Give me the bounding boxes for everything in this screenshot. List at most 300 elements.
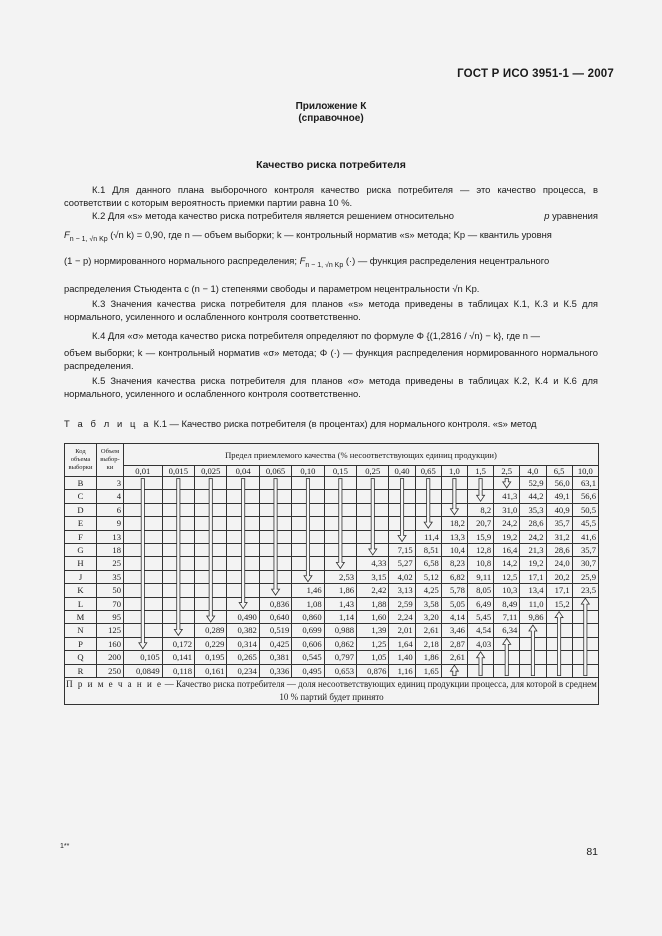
table-cell (494, 664, 520, 677)
k2-start: К.2 Для «s» метода качество риска потребителя является решением относительно (92, 210, 454, 221)
table-cell: 0,862 (324, 637, 356, 650)
table-cell: 35,3 (520, 503, 546, 516)
table-cell: 1,14 (324, 611, 356, 624)
k2-line3-end: — функция распределения нецентрального (357, 255, 550, 267)
k2-line3: (1 − p) нормированного нормального распределения; (64, 255, 297, 267)
table-cell: 56,0 (546, 477, 572, 490)
table-cell (124, 517, 163, 530)
table-cell: 0,289 (195, 624, 227, 637)
row-code: N (65, 624, 97, 637)
aql-header-15: 10,0 (572, 466, 598, 477)
table-cell: 0,653 (324, 664, 356, 677)
table-cell: 0,265 (227, 651, 259, 664)
aql-header-8: 0,40 (389, 466, 415, 477)
table-note-label: П р и м е ч а н и е (66, 679, 163, 690)
table-cell (572, 611, 598, 624)
table-row (65, 584, 599, 597)
table-cell: 41,6 (572, 530, 598, 543)
table-cell (259, 517, 291, 530)
footer-mark: 1** (60, 843, 70, 850)
table-cell (124, 597, 163, 610)
table-cell: 3,58 (415, 597, 441, 610)
table-cell (162, 477, 194, 490)
table-cell (259, 503, 291, 516)
table-cell: 7,11 (494, 611, 520, 624)
table-cell (227, 530, 259, 543)
table-cell (259, 557, 291, 570)
table-cell (227, 584, 259, 597)
table-cell: 24,2 (494, 517, 520, 530)
table-cell: 0,988 (324, 624, 356, 637)
table-cell (227, 503, 259, 516)
table-cell: 2,61 (441, 651, 467, 664)
table-cell (520, 637, 546, 650)
k4-formula: {(1,2816 / √n) − k} (426, 330, 502, 341)
table-cell (324, 503, 356, 516)
row-size: 4 (97, 490, 124, 503)
table-cell (292, 517, 324, 530)
table-cell: 1,16 (389, 664, 415, 677)
table-cell: 2,24 (389, 611, 415, 624)
table-cell: 8,51 (415, 544, 441, 557)
table-cell (357, 477, 389, 490)
table-caption-prefix: Т а б л и ц а (64, 418, 152, 429)
table-cell: 0,382 (227, 624, 259, 637)
table-cell (124, 624, 163, 637)
row-code: J (65, 570, 97, 583)
table-row (65, 557, 599, 570)
table-cell: 20,7 (467, 517, 493, 530)
table-cell (124, 584, 163, 597)
table-cell: 0,876 (357, 664, 389, 677)
aql-header-7: 0,25 (357, 466, 389, 477)
table-cell: 5,78 (441, 584, 467, 597)
table-cell (357, 503, 389, 516)
table-cell (162, 530, 194, 543)
table-cell (162, 544, 194, 557)
table-cell: 0,606 (292, 637, 324, 650)
table-cell: 5,45 (467, 611, 493, 624)
aql-header-11: 1,5 (467, 466, 493, 477)
table-cell: 23,5 (572, 584, 598, 597)
paragraph-k1: К.1 Для данного плана выборочного контроля качество риска потребителя — это качество процесса, в соответствии с которым вероятность приемки партии равна 10 %. (64, 184, 598, 208)
table-cell (467, 651, 493, 664)
table-cell: 0,0849 (124, 664, 163, 677)
page-number: 81 (586, 846, 598, 858)
table-cell (572, 597, 598, 610)
formula-f2-sub: n − 1, √n Kp (305, 262, 344, 270)
table-cell (441, 477, 467, 490)
table-cell: 1,65 (415, 664, 441, 677)
formula-f2: F (299, 255, 306, 267)
table-cell: 11,4 (415, 530, 441, 543)
table-cell (441, 503, 467, 516)
table-cell (572, 664, 598, 677)
table-cell (292, 503, 324, 516)
aql-header-9: 0,65 (415, 466, 441, 477)
table-cell: 6,34 (494, 624, 520, 637)
k4-end: , где n — (501, 330, 540, 341)
table-cell (227, 490, 259, 503)
table-cell: 28,6 (546, 544, 572, 557)
table-cell: 10,3 (494, 584, 520, 597)
table-cell: 10,8 (467, 557, 493, 570)
table-cell: 1,60 (357, 611, 389, 624)
row-code: P (65, 637, 97, 650)
row-size: 3 (97, 477, 124, 490)
row-size: 250 (97, 664, 124, 677)
table-cell: 0,118 (162, 664, 194, 677)
table-cell: 31,2 (546, 530, 572, 543)
table-cell (195, 490, 227, 503)
table-note-text: — Качество риска потребителя — доля несоответствующих единиц продукции процесса, для которой в среднем 10 % партий будет принято (162, 679, 597, 703)
table-cell (162, 597, 194, 610)
table-row (65, 624, 599, 637)
standard-header: ГОСТ Р ИСО 3951-1 — 2007 (457, 68, 614, 80)
table-cell: 0,195 (195, 651, 227, 664)
table-cell (259, 570, 291, 583)
table-cell (227, 517, 259, 530)
table-cell (520, 664, 546, 677)
table-cell (357, 530, 389, 543)
table-cell: 19,2 (520, 557, 546, 570)
table-cell: 0,105 (124, 651, 163, 664)
table-cell (227, 477, 259, 490)
table-cell: 3,13 (389, 584, 415, 597)
table-cell: 0,860 (292, 611, 324, 624)
row-size: 70 (97, 597, 124, 610)
table-cell: 2,53 (324, 570, 356, 583)
table-cell: 3,46 (441, 624, 467, 637)
table-cell: 4,02 (389, 570, 415, 583)
table-cell (494, 651, 520, 664)
k4-rest: объем выборки; k — контрольный норматив «σ» метода; Φ (·) — функция распределения нормированного нормального распределения. (64, 346, 598, 371)
table-cell: 20,2 (546, 570, 572, 583)
table-cell (124, 530, 163, 543)
table-cell (572, 637, 598, 650)
table-cell: 8,49 (494, 597, 520, 610)
table-cell (195, 611, 227, 624)
table-cell: 44,2 (520, 490, 546, 503)
table-cell: 56,6 (572, 490, 598, 503)
table-cell: 5,05 (441, 597, 467, 610)
table-cell (357, 544, 389, 557)
table-cell (467, 664, 493, 677)
table-cell (124, 570, 163, 583)
table-cell (124, 611, 163, 624)
table-cell (572, 624, 598, 637)
k2-p: p (544, 210, 550, 221)
table-cell (124, 557, 163, 570)
table-cell: 7,15 (389, 544, 415, 557)
table-cell (389, 477, 415, 490)
formula-f-arg: (√n k) (110, 228, 135, 240)
table-cell: 16,4 (494, 544, 520, 557)
table-cell: 1,46 (292, 584, 324, 597)
table-row (65, 477, 599, 490)
row-size: 160 (97, 637, 124, 650)
table-cell (415, 477, 441, 490)
table-cell: 4,03 (467, 637, 493, 650)
row-code: G (65, 544, 97, 557)
table-cell (324, 517, 356, 530)
table-cell: 24,0 (546, 557, 572, 570)
table-cell: 1,08 (292, 597, 324, 610)
table-cell: 2,18 (415, 637, 441, 650)
table-cell (467, 490, 493, 503)
table-cell (227, 570, 259, 583)
table-cell (520, 624, 546, 637)
noncentrality-param: √n Kp. (452, 283, 480, 295)
table-cell: 0,425 (259, 637, 291, 650)
table-cell (389, 530, 415, 543)
table-cell: 2,01 (389, 624, 415, 637)
table-cell (259, 477, 291, 490)
row-code: K (65, 584, 97, 597)
table-cell (292, 490, 324, 503)
table-cell: 1,43 (324, 597, 356, 610)
table-cell: 1,88 (357, 597, 389, 610)
row-code: L (65, 597, 97, 610)
table-cell (195, 477, 227, 490)
table-cell (195, 557, 227, 570)
table-cell: 0,519 (259, 624, 291, 637)
table-cell: 0,336 (259, 664, 291, 677)
aql-header-0: 0,01 (124, 466, 163, 477)
row-code: D (65, 503, 97, 516)
table-cell: 19,2 (494, 530, 520, 543)
table-cell (520, 651, 546, 664)
table-row (65, 503, 599, 516)
table-cell: 35,7 (572, 544, 598, 557)
row-code: H (65, 557, 97, 570)
table-cell (195, 544, 227, 557)
table-cell (292, 477, 324, 490)
table-cell: 1,40 (389, 651, 415, 664)
table-cell: 0,640 (259, 611, 291, 624)
table-row (65, 517, 599, 530)
paragraph-k5: К.5 Значения качества риска потребителя для планов «σ» метода приведены в таблицах К.2, К.4 и К.6 для нормального, усиленного и ослабленного контроля соответственно. (64, 375, 598, 399)
table-cell (259, 584, 291, 597)
table-cell: 0,314 (227, 637, 259, 650)
table-cell: 0,545 (292, 651, 324, 664)
table-cell (441, 490, 467, 503)
table-cell (162, 624, 194, 637)
table-body (65, 477, 599, 678)
aql-header-4: 0,065 (259, 466, 291, 477)
table-cell: 2,42 (357, 584, 389, 597)
table-cell (494, 637, 520, 650)
table-row (65, 664, 599, 677)
row-size: 50 (97, 584, 124, 597)
table-row (65, 490, 599, 503)
table-cell: 21,3 (520, 544, 546, 557)
formula-f: F (64, 228, 70, 240)
table-cell (415, 503, 441, 516)
table-cell: 0,141 (162, 651, 194, 664)
table-cell: 0,495 (292, 664, 324, 677)
table-cell (162, 517, 194, 530)
paragraph-k3: К.3 Значения качества риска потребителя для планов «s» метода приведены в таблицах К.1, К.3 и К.5 для нормального, усиленного и ослабленного контроля соответственно. (64, 298, 598, 322)
consumer-risk-table (64, 443, 599, 705)
table-cell (227, 597, 259, 610)
table-cell: 52,9 (520, 477, 546, 490)
table-cell (195, 503, 227, 516)
table-cell (259, 544, 291, 557)
col-header-code: Код объема выборки (65, 444, 97, 477)
row-code: B (65, 477, 97, 490)
table-cell (546, 611, 572, 624)
table-cell: 0,161 (195, 664, 227, 677)
row-size: 13 (97, 530, 124, 543)
table-cell: 0,172 (162, 637, 194, 650)
table-cell: 40,9 (546, 503, 572, 516)
table-cell (415, 490, 441, 503)
table-cell (124, 503, 163, 516)
table-cell: 0,490 (227, 611, 259, 624)
aql-header-3: 0,04 (227, 466, 259, 477)
table-cell (162, 503, 194, 516)
table-cell (259, 490, 291, 503)
table-cell: 9,86 (520, 611, 546, 624)
annex-kind: (справочное) (298, 113, 364, 124)
formula-f2-arg: (·) (345, 255, 356, 267)
table-cell (572, 651, 598, 664)
table-row (65, 611, 599, 624)
table-cell: 2,61 (415, 624, 441, 637)
table-cell (227, 557, 259, 570)
table-cell: 15,9 (467, 530, 493, 543)
table-cell: 13,3 (441, 530, 467, 543)
table-cell: 6,49 (467, 597, 493, 610)
paragraph-k4 (64, 330, 598, 372)
table-cell (357, 490, 389, 503)
table-caption (64, 418, 537, 429)
table-cell: 17,1 (520, 570, 546, 583)
table-cell: 6,82 (441, 570, 467, 583)
table-cell: 25,9 (572, 570, 598, 583)
row-size: 35 (97, 570, 124, 583)
table-cell: 1,05 (357, 651, 389, 664)
aql-header-12: 2,5 (494, 466, 520, 477)
table-cell (292, 570, 324, 583)
table-cell: 8,05 (467, 584, 493, 597)
table-cell (124, 637, 163, 650)
table-cell: 10,4 (441, 544, 467, 557)
table-cell: 1,86 (415, 651, 441, 664)
table-cell (292, 530, 324, 543)
aql-header-5: 0,10 (292, 466, 324, 477)
aql-header-10: 1,0 (441, 466, 467, 477)
table-cell (162, 490, 194, 503)
table-cell: 3,15 (357, 570, 389, 583)
table-cell: 9,11 (467, 570, 493, 583)
table-cell (546, 664, 572, 677)
table-cell: 49,1 (546, 490, 572, 503)
row-code: R (65, 664, 97, 677)
table-cell (324, 490, 356, 503)
row-code: M (65, 611, 97, 624)
table-cell: 15,2 (546, 597, 572, 610)
formula-f-sub: n − 1, √n Kp (69, 235, 108, 243)
row-size: 95 (97, 611, 124, 624)
table-cell: 63,1 (572, 477, 598, 490)
table-cell: 24,2 (520, 530, 546, 543)
table-note (65, 678, 599, 705)
table-cell: 1,25 (357, 637, 389, 650)
aql-header-6: 0,15 (324, 466, 356, 477)
table-cell (195, 530, 227, 543)
table-caption-text: К.1 — Качество риска потребителя (в процентах) для нормального контроля. «s» метод (153, 418, 537, 429)
table-cell (441, 664, 467, 677)
table-cell (389, 503, 415, 516)
table-cell: 1,64 (389, 637, 415, 650)
table-cell (324, 477, 356, 490)
table-cell: 11,0 (520, 597, 546, 610)
table-cell (546, 651, 572, 664)
table-cell: 12,8 (467, 544, 493, 557)
table-cell (195, 584, 227, 597)
row-code: Q (65, 651, 97, 664)
table-cell: 2,59 (389, 597, 415, 610)
table-cell: 4,54 (467, 624, 493, 637)
table-cell (227, 544, 259, 557)
k2-formula-line: = 0,90, где n — объем выборки; k — контрольный норматив «s» метода; Kp — квантиль уровня (136, 228, 552, 240)
k2-end: уравнения (552, 210, 598, 221)
table-cell (546, 637, 572, 650)
table-cell (162, 611, 194, 624)
table-cell: 6,58 (415, 557, 441, 570)
table-cell (162, 584, 194, 597)
table-cell (124, 490, 163, 503)
table-row (65, 544, 599, 557)
table-cell (195, 517, 227, 530)
aql-header-2: 0,025 (195, 466, 227, 477)
paragraph-k2 (64, 210, 598, 296)
table-cell (494, 477, 520, 490)
table-cell: 13,4 (520, 584, 546, 597)
table-cell: 0,797 (324, 651, 356, 664)
table-cell: 41,3 (494, 490, 520, 503)
table-cell: 0,381 (259, 651, 291, 664)
table-cell: 14,2 (494, 557, 520, 570)
table-cell: 1,86 (324, 584, 356, 597)
table-cell (389, 517, 415, 530)
table-cell: 18,2 (441, 517, 467, 530)
table-cell: 31,0 (494, 503, 520, 516)
table-cell: 0,836 (259, 597, 291, 610)
table-row (65, 651, 599, 664)
table-cell (259, 530, 291, 543)
table-cell (195, 570, 227, 583)
table-cell (124, 544, 163, 557)
table-cell (357, 517, 389, 530)
row-size: 25 (97, 557, 124, 570)
table-cell (292, 544, 324, 557)
table-cell (195, 597, 227, 610)
table-cell: 3,20 (415, 611, 441, 624)
section-title: Качество риска потребителя (256, 159, 406, 171)
table-cell (292, 557, 324, 570)
col-header-size: Объем выбор-ки (97, 444, 124, 477)
table-cell: 28,6 (520, 517, 546, 530)
table-cell (124, 477, 163, 490)
row-size: 125 (97, 624, 124, 637)
row-size: 6 (97, 503, 124, 516)
table-cell: 30,7 (572, 557, 598, 570)
table-cell: 2,87 (441, 637, 467, 650)
row-size: 18 (97, 544, 124, 557)
